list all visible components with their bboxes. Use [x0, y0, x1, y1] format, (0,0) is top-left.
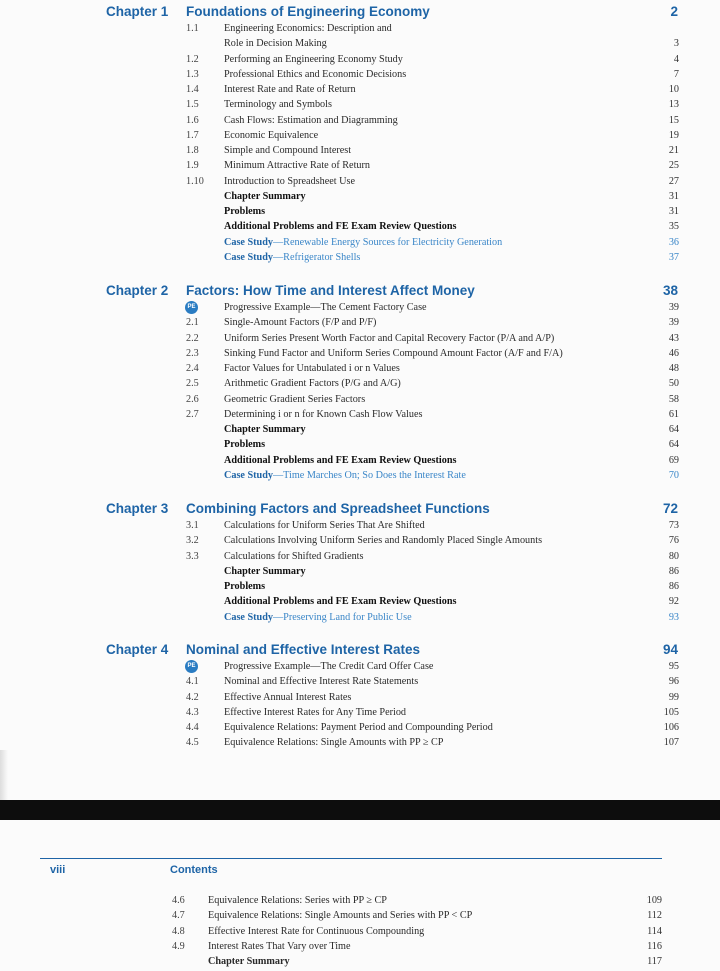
- case-study-title: —Renewable Energy Sources for Electricity Generation: [272, 236, 503, 248]
- entry-page-number: 86: [668, 581, 679, 592]
- page-divider-bar: [0, 800, 720, 820]
- toc-entry[interactable]: [0, 566, 720, 581]
- toc-entry[interactable]: [0, 317, 720, 332]
- section-number: 2.7: [186, 408, 199, 420]
- toc-entry[interactable]: [0, 54, 720, 69]
- entry-title: Nominal and Effective Interest Rate Statements: [224, 676, 419, 688]
- entry-title: Economic Equivalence: [224, 129, 319, 141]
- entry-page-number: 107: [663, 737, 679, 749]
- running-head: Contents: [170, 864, 218, 876]
- entry-page-number: 105: [663, 706, 679, 718]
- section-number: 1.2: [186, 53, 199, 65]
- entry-page-number: 48: [668, 363, 679, 374]
- entry-page-number: 64: [668, 424, 679, 435]
- toc-entry[interactable]: [0, 23, 720, 38]
- entry-title: Single-Amount Factors (F/P and P/F): [224, 317, 377, 329]
- entry-page-number: 112: [647, 910, 662, 922]
- toc-entry[interactable]: [0, 348, 720, 363]
- toc-entry[interactable]: [0, 612, 720, 627]
- section-number: 3.1: [186, 520, 199, 531]
- entry-title: Problems: [224, 581, 266, 592]
- section-number: 1.10: [186, 175, 204, 187]
- section-number: 1.9: [186, 160, 199, 172]
- section-number: 3.2: [186, 535, 199, 547]
- section-number: 4.2: [186, 691, 199, 703]
- chapter-title: Combining Factors and Spreadsheet Functions: [186, 501, 490, 516]
- case-study-title: —Preserving Land for Public Use: [272, 611, 412, 623]
- entry-title: Determining i or n for Known Cash Flow Values: [224, 408, 423, 420]
- entry-title: Chapter Summary: [224, 565, 306, 577]
- entry-title: Problems: [224, 439, 266, 451]
- toc-entry[interactable]: [0, 470, 720, 485]
- toc-entry[interactable]: [0, 676, 720, 691]
- entry-title: Minimum Attractive Rate of Return: [224, 160, 370, 172]
- case-study-title: —Time Marches On; So Does the Interest Rate: [272, 469, 466, 481]
- entry-title: Effective Annual Interest Rates: [224, 691, 352, 703]
- progressive-example-icon: PE: [185, 660, 198, 673]
- chapter-title: Foundations of Engineering Economy: [186, 4, 430, 19]
- case-study-label: Case Study: [224, 236, 273, 248]
- toc-entry[interactable]: [0, 221, 720, 236]
- entry-title: Additional Problems and FE Exam Review Questions: [224, 596, 457, 608]
- toc-page-lower: [0, 820, 720, 967]
- toc-entry[interactable]: [0, 69, 720, 84]
- section-number: 2.2: [186, 332, 199, 344]
- chapter-page-number: 94: [662, 642, 678, 657]
- toc-entry[interactable]: [0, 160, 720, 175]
- entry-page-number: 95: [668, 661, 679, 672]
- entry-page-number: 31: [668, 206, 679, 217]
- section-number: 2.3: [186, 347, 199, 359]
- entry-page-number: 13: [668, 99, 679, 111]
- toc-entry[interactable]: [0, 252, 720, 267]
- entry-title: Equivalence Relations: Series with PP ≥ CP: [208, 895, 387, 906]
- entry-page-number: 36: [668, 236, 679, 248]
- entry-page-number: 31: [668, 190, 679, 202]
- progressive-example-icon: PE: [185, 301, 198, 314]
- section-number: 2.1: [186, 317, 199, 329]
- entry-title: Interest Rate and Rate of Return: [224, 84, 356, 95]
- entry-title: Progressive Example—The Cement Factory Case: [224, 302, 427, 313]
- header-rule: [40, 858, 662, 859]
- section-number: 2.6: [186, 393, 199, 405]
- entry-title: Cash Flows: Estimation and Diagramming: [224, 114, 398, 126]
- section-number: 1.5: [186, 99, 199, 111]
- toc-entry[interactable]: [0, 956, 720, 971]
- entry-title: Geometric Gradient Series Factors: [224, 393, 366, 405]
- toc-entry[interactable]: [0, 581, 720, 596]
- toc-entry[interactable]: [0, 99, 720, 114]
- section-number: 1.4: [186, 84, 199, 95]
- chapter-label: Chapter 2: [106, 283, 169, 298]
- entry-title: Arithmetic Gradient Factors (P/G and A/G): [224, 378, 401, 390]
- chapter-page-number: 72: [662, 501, 678, 516]
- entry-title: [224, 470, 466, 482]
- section-number: 1.7: [186, 129, 199, 141]
- entry-title: Progressive Example—The Credit Card Offer Case: [224, 661, 434, 672]
- entry-title: Simple and Compound Interest: [224, 145, 352, 156]
- entry-page-number: 99: [668, 691, 679, 703]
- entry-page-number: 58: [668, 393, 679, 405]
- section-number: 2.4: [186, 363, 199, 374]
- entry-title: Chapter Summary: [224, 190, 306, 202]
- entry-title: Chapter Summary: [224, 424, 306, 435]
- entry-title: Equivalence Relations: Payment Period and Compounding Period: [224, 722, 493, 733]
- toc-entry[interactable]: [0, 409, 720, 424]
- section-number: 4.3: [186, 706, 199, 718]
- entry-title: [224, 252, 360, 264]
- toc-entry[interactable]: [0, 84, 720, 99]
- toc-entry[interactable]: [0, 535, 720, 550]
- section-number: 1.8: [186, 145, 199, 156]
- entry-page-number: 116: [647, 940, 662, 952]
- toc-entry[interactable]: [0, 910, 720, 925]
- entry-title: Uniform Series Present Worth Factor and Capital Recovery Factor (P/A and A/P): [224, 332, 555, 344]
- section-number: 4.4: [186, 722, 199, 733]
- case-study-label: Case Study: [224, 611, 273, 623]
- chapter-heading[interactable]: [106, 642, 420, 657]
- toc-entry[interactable]: [0, 926, 720, 941]
- section-number: 1.1: [186, 23, 199, 34]
- entry-page-number: 50: [668, 378, 679, 390]
- entry-page-number: 96: [668, 676, 679, 688]
- toc-entry[interactable]: [0, 692, 720, 707]
- toc-entry[interactable]: [0, 130, 720, 145]
- section-number: 4.9: [172, 940, 185, 952]
- entry-page-number: 70: [668, 469, 679, 481]
- chapter-title: Factors: How Time and Interest Affect Money: [186, 283, 475, 298]
- entry-title: Calculations Involving Uniform Series and Randomly Placed Single Amounts: [224, 535, 543, 547]
- entry-page-number: 4: [673, 53, 679, 65]
- entry-title: Equivalence Relations: Single Amounts and Series with PP < CP: [208, 910, 473, 922]
- chapter-title: Nominal and Effective Interest Rates: [186, 642, 421, 657]
- chapter-label: Chapter 3: [106, 501, 169, 516]
- section-number: 3.3: [186, 550, 199, 562]
- entry-title: Factor Values for Untabulated i or n Values: [224, 363, 400, 374]
- toc-entry[interactable]: [0, 145, 720, 160]
- entry-title: Problems: [224, 206, 266, 217]
- entry-page-number: 7: [673, 68, 679, 80]
- entry-title: Additional Problems and FE Exam Review Questions: [224, 454, 457, 466]
- chapter-label: Chapter 4: [106, 642, 169, 657]
- toc-entry[interactable]: [0, 363, 720, 378]
- chapter-page-number: 38: [662, 283, 678, 298]
- entry-page-number: 25: [668, 160, 679, 172]
- entry-title: [224, 237, 502, 249]
- entry-page-number: 64: [668, 439, 679, 451]
- entry-title: Interest Rates That Vary over Time: [208, 940, 351, 952]
- toc-entry[interactable]: [0, 191, 720, 206]
- toc-entry[interactable]: [0, 455, 720, 470]
- entry-page-number: 39: [668, 302, 679, 313]
- entry-page-number: 93: [668, 611, 679, 623]
- chapter-heading[interactable]: [106, 283, 475, 298]
- toc-entry[interactable]: [0, 596, 720, 611]
- toc-entry[interactable]: [0, 737, 720, 752]
- toc-entry[interactable]: [0, 895, 720, 910]
- entry-page-number: 117: [647, 956, 662, 967]
- toc-entry[interactable]: [0, 707, 720, 722]
- entry-title: Role in Decision Making: [224, 38, 327, 50]
- toc-entry[interactable]: [0, 333, 720, 348]
- entry-page-number: 69: [668, 454, 679, 466]
- toc-entry[interactable]: [0, 941, 720, 956]
- entry-page-number: 21: [668, 145, 679, 156]
- entry-title: Additional Problems and FE Exam Review Questions: [224, 221, 457, 233]
- entry-page-number: 10: [668, 84, 679, 95]
- toc-entry[interactable]: [0, 722, 720, 737]
- toc-entry[interactable]: [0, 551, 720, 566]
- entry-page-number: 35: [668, 221, 679, 233]
- entry-title: Calculations for Shifted Gradients: [224, 550, 364, 562]
- entry-title: Professional Ethics and Economic Decisions: [224, 68, 407, 80]
- entry-title: Introduction to Spreadsheet Use: [224, 175, 355, 187]
- entry-page-number: 73: [668, 520, 679, 531]
- entry-title: Sinking Fund Factor and Uniform Series Compound Amount Factor (A/F and F/A): [224, 347, 563, 359]
- entry-title: Terminology and Symbols: [224, 99, 332, 111]
- toc-entry[interactable]: [0, 661, 720, 676]
- entry-page-number: 61: [668, 408, 679, 420]
- section-number: 4.5: [186, 737, 199, 749]
- chapter-page-number: 2: [670, 4, 678, 19]
- case-study-label: Case Study: [224, 251, 273, 263]
- toc-entry[interactable]: [0, 206, 720, 221]
- entry-page-number: 46: [668, 347, 679, 359]
- entry-title: Effective Interest Rates for Any Time Period: [224, 706, 407, 718]
- toc-entry[interactable]: [0, 115, 720, 130]
- section-number: 2.5: [186, 378, 199, 390]
- section-number: 1.3: [186, 68, 199, 80]
- entry-title: Equivalence Relations: Single Amounts with PP ≥ CP: [224, 737, 444, 749]
- case-study-title: —Refrigerator Shells: [272, 251, 361, 263]
- entry-page-number: 19: [668, 129, 679, 141]
- entry-page-number: 3: [673, 38, 679, 50]
- chapter-heading[interactable]: [106, 501, 490, 516]
- toc-entry[interactable]: [0, 439, 720, 454]
- entry-page-number: 114: [647, 925, 662, 937]
- entry-page-number: 27: [668, 175, 679, 187]
- section-number: 4.7: [172, 910, 185, 922]
- page-number: viii: [50, 864, 66, 876]
- entry-page-number: 76: [668, 535, 679, 547]
- case-study-label: Case Study: [224, 469, 273, 481]
- entry-title: Chapter Summary: [208, 956, 290, 967]
- toc-entry[interactable]: [0, 176, 720, 191]
- chapter-heading[interactable]: [106, 4, 430, 19]
- entry-page-number: 92: [668, 596, 679, 608]
- section-number: 1.6: [186, 114, 199, 126]
- toc-entry[interactable]: [0, 520, 720, 535]
- toc-entry[interactable]: [0, 424, 720, 439]
- entry-page-number: 15: [668, 114, 679, 126]
- toc-entry[interactable]: [0, 237, 720, 252]
- entry-title: Engineering Economics: Description and: [224, 23, 392, 34]
- entry-page-number: 86: [668, 565, 679, 577]
- toc-entry[interactable]: [0, 38, 720, 53]
- entry-page-number: 80: [668, 550, 679, 562]
- toc-entry[interactable]: [0, 394, 720, 409]
- entry-page-number: 109: [646, 895, 662, 906]
- entry-title: [224, 612, 412, 624]
- toc-entry[interactable]: [0, 378, 720, 393]
- section-number: 4.8: [172, 925, 185, 937]
- section-number: 4.1: [186, 676, 199, 688]
- entry-page-number: 106: [663, 722, 679, 733]
- entry-title: Performing an Engineering Economy Study: [224, 53, 403, 65]
- entry-page-number: 39: [668, 317, 679, 329]
- entry-title: Effective Interest Rate for Continuous Compounding: [208, 925, 425, 937]
- section-number: 4.6: [172, 895, 185, 906]
- entry-page-number: 37: [668, 251, 679, 263]
- toc-entry[interactable]: [0, 302, 720, 317]
- entry-page-number: 43: [668, 332, 679, 344]
- chapter-label: Chapter 1: [106, 4, 169, 19]
- entry-title: Calculations for Uniform Series That Are Shifted: [224, 520, 425, 531]
